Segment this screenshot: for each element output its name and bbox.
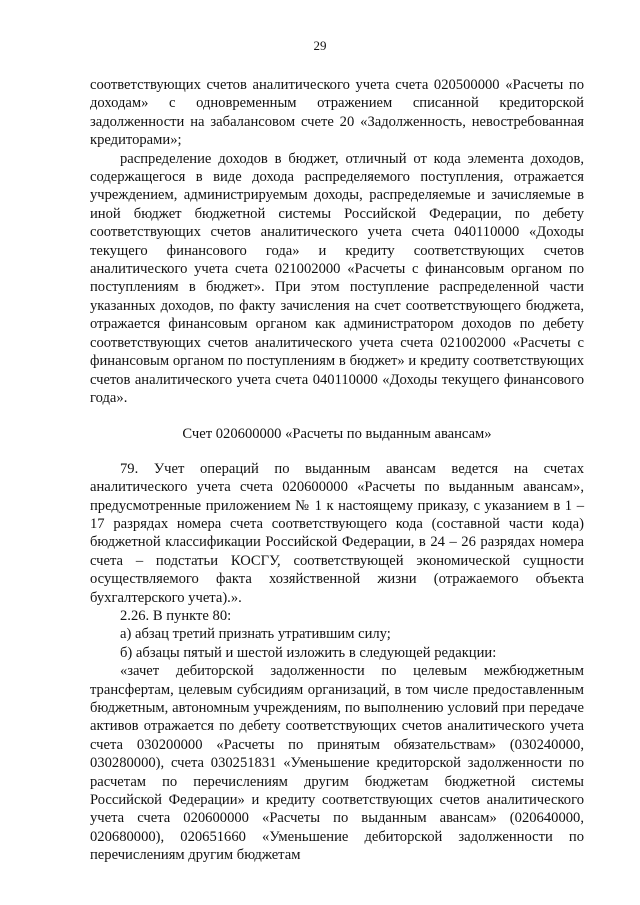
paragraph-2-26: 2.26. В пункте 80: (120, 607, 232, 624)
section-heading: Счет 020600000 «Расчеты по выданным авансам» (182, 426, 492, 443)
page-number: 29 (313, 38, 327, 53)
paragraph-revenue-distribution: распределение доходов в бюджет, отличный от кода элемента доходов, содержащегося в виде дохода распределяемого поступления, отражается учреждением, администрируемым доходы, распределяемые и зачисляемые в иной бюджет бюджетной системы Российской Федерации, по дебету соответствующих счетов аналитического учета счета 040110000 «Доходы текущего финансового года» и кредиту соответствующих счетов аналитического учета счета 021002000 «Расчеты с финансовым органом по поступлениям в бюджет». При этом поступление распределенной части указанных доходов, по факту зачисления на счет соответствующего бюджета, отражается финансовым органом как администратором доходов по дебету соответствующих счетов аналитического учета счета 021002000 «Расчеты с финансовым органом по поступлениям в бюджет» и кредиту соответствующих счетов аналитического учета счета 040110000 «Доходы текущего финансового года». (90, 150, 584, 406)
paragraph-item-a: а) абзац третий признать утратившим силу; (120, 626, 391, 643)
document-body (90, 76, 584, 865)
paragraph-offset-receivables: «зачет дебиторской задолженности по целевым межбюджетным трансфертам, целевым субсидиям организаций, в том числе предоставленным бюджетным, автономным учреждениям, по выполнению условий при передаче активов отражается по дебету соответствующих счетов аналитического учета счета 030200000 «Расчеты по принятым обязательствам» (030240000, 030280000), счета 030251831 «Уменьшение кредиторской задолженности по расчетам по перечислениям другим бюджетам бюджетной системы Российской Федерации» и кредиту соответствующих счетов аналитического учета счета 020600000 «Расчеты по выданным авансам» (020640000, 020680000), 020651660 «Уменьшение дебиторской задолженности по перечислениям другим бюджетам (90, 663, 584, 864)
paragraph-item-b: б) абзацы пятый и шестой изложить в следующей редакции: (120, 644, 497, 661)
paragraph-79: 79. Учет операций по выданным авансам ведется на счетах аналитического учета счета 020600000 «Расчеты по выданным авансам», предусмотренные приложением № 1 к настоящему приказу, с указанием в 1 – 17 разрядах номера счета соответствующего кода (составной части кода) бюджетной классификации Российской Федерации, в 24 – 26 разрядах номера счета – подстатьи КОСГУ, соответствующей экономической сущности осуществляемого факта хозяйственной жизни (отражаемого объекта бухгалтерского учета).». (90, 460, 584, 606)
paragraph-continuation: соответствующих счетов аналитического учета счета 020500000 «Расчеты по доходам» с одновременным отражением списанной кредиторской задолженности на забалансовом счете 20 «Задолженность, невостребованная кредиторами»; (90, 77, 584, 149)
